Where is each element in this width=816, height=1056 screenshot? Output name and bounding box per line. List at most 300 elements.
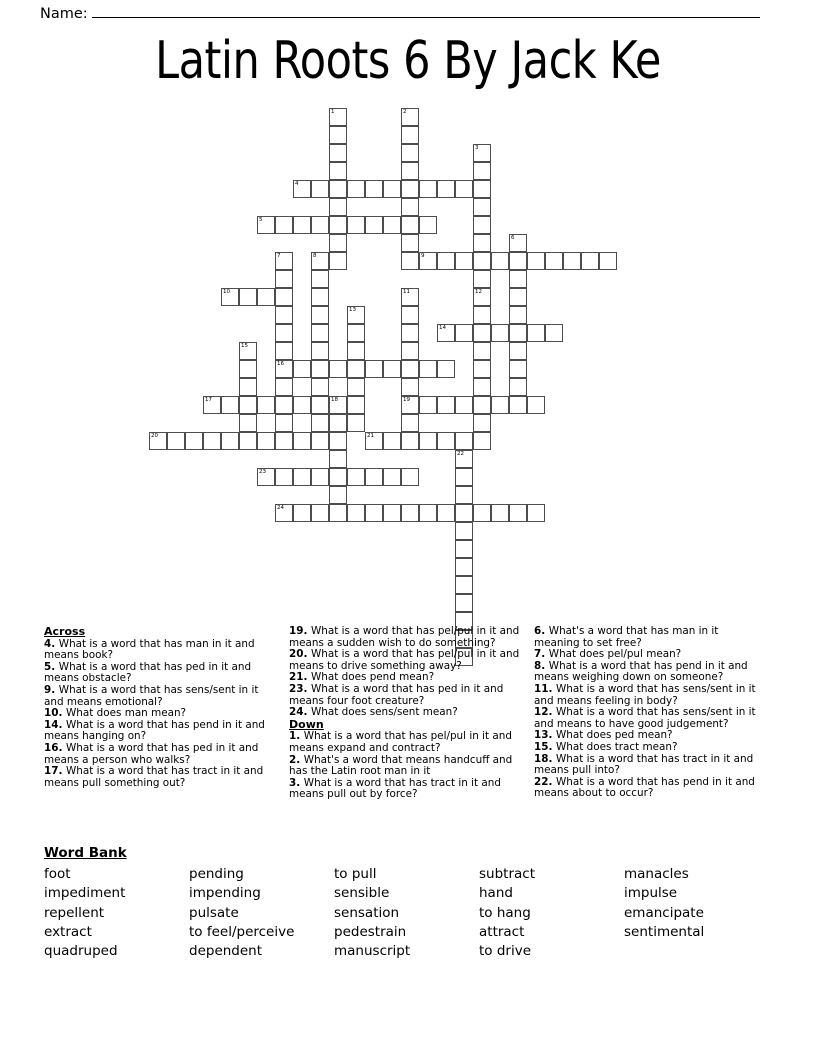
grid-cell[interactable] bbox=[311, 360, 329, 378]
grid-cell[interactable] bbox=[491, 324, 509, 342]
grid-cell[interactable] bbox=[347, 324, 365, 342]
grid-cell[interactable] bbox=[329, 432, 347, 450]
grid-cell[interactable] bbox=[239, 288, 257, 306]
grid-cell-start-11[interactable] bbox=[401, 288, 419, 306]
grid-cell[interactable] bbox=[437, 252, 455, 270]
clue-number: 23. bbox=[289, 682, 312, 695]
grid-cell[interactable] bbox=[473, 198, 491, 216]
name-label: Name: bbox=[40, 6, 88, 22]
grid-cell[interactable] bbox=[401, 342, 419, 360]
grid-cell[interactable] bbox=[329, 216, 347, 234]
word-bank-grid bbox=[44, 865, 774, 961]
clue-across-24 bbox=[289, 707, 521, 719]
grid-cell[interactable] bbox=[275, 270, 293, 288]
grid-cell[interactable] bbox=[221, 432, 239, 450]
grid-cell-number: 23 bbox=[259, 469, 266, 475]
word-bank-item: impending bbox=[189, 885, 261, 902]
name-row bbox=[40, 4, 760, 22]
grid-cell[interactable] bbox=[329, 504, 347, 522]
grid-cell-start-4[interactable] bbox=[293, 180, 311, 198]
grid-cell[interactable] bbox=[257, 396, 275, 414]
word-bank-item: extract bbox=[44, 923, 92, 940]
clue-number: 3. bbox=[289, 776, 304, 789]
grid-cell[interactable] bbox=[419, 396, 437, 414]
grid-cell[interactable] bbox=[527, 252, 545, 270]
clue-number: 16. bbox=[44, 741, 67, 754]
grid-cell[interactable] bbox=[401, 162, 419, 180]
grid-cell[interactable] bbox=[239, 432, 257, 450]
grid-cell[interactable] bbox=[545, 252, 563, 270]
grid-cell[interactable] bbox=[329, 468, 347, 486]
grid-cell[interactable] bbox=[239, 396, 257, 414]
grid-cell[interactable] bbox=[509, 324, 527, 342]
clue-down-1 bbox=[289, 731, 521, 754]
grid-cell[interactable] bbox=[509, 306, 527, 324]
grid-cell-start-7[interactable] bbox=[275, 252, 293, 270]
grid-cell[interactable] bbox=[347, 468, 365, 486]
clue-text: What is a word that has sens/sent in it and means to have good judgement? bbox=[534, 706, 756, 730]
grid-cell[interactable] bbox=[455, 504, 473, 522]
grid-cell-start-2[interactable] bbox=[401, 108, 419, 126]
word-bank-item: dependent bbox=[189, 943, 263, 960]
grid-cell-number: 8 bbox=[313, 253, 317, 259]
grid-cell[interactable] bbox=[509, 252, 527, 270]
grid-cell-start-15[interactable] bbox=[239, 342, 257, 360]
grid-cell[interactable] bbox=[347, 180, 365, 198]
clue-text: What is a word that has tract in it and means pull something out? bbox=[44, 765, 264, 789]
grid-cell[interactable] bbox=[275, 396, 293, 414]
grid-cell[interactable] bbox=[509, 396, 527, 414]
grid-cell[interactable] bbox=[347, 216, 365, 234]
grid-cell-number: 4 bbox=[295, 181, 299, 187]
word-bank-column-2 bbox=[189, 865, 334, 961]
word-bank-item: subtract bbox=[479, 866, 535, 882]
clue-number: 6. bbox=[534, 625, 549, 637]
word-bank-column-1 bbox=[44, 865, 189, 961]
grid-cell[interactable] bbox=[347, 342, 365, 360]
grid-cell[interactable] bbox=[275, 432, 293, 450]
grid-cell[interactable] bbox=[311, 270, 329, 288]
grid-cell[interactable] bbox=[329, 180, 347, 198]
grid-cell[interactable] bbox=[311, 288, 329, 306]
clue-text: What is a word that has sens/sent in it and means feeling in body? bbox=[534, 682, 756, 707]
grid-cell[interactable] bbox=[311, 324, 329, 342]
clue-text: What does ped mean? bbox=[556, 729, 673, 742]
grid-cell-number: 2 bbox=[403, 109, 407, 115]
grid-cell-start-16[interactable] bbox=[275, 360, 293, 378]
clue-down-18 bbox=[534, 754, 766, 777]
grid-cell[interactable] bbox=[239, 360, 257, 378]
grid-cell[interactable] bbox=[185, 432, 203, 450]
clue-number: 19. bbox=[289, 625, 312, 637]
grid-cell[interactable] bbox=[509, 378, 527, 396]
grid-cell[interactable] bbox=[473, 432, 491, 450]
grid-cell[interactable] bbox=[275, 324, 293, 342]
grid-cell[interactable] bbox=[455, 396, 473, 414]
clue-across-4 bbox=[44, 639, 276, 662]
grid-cell[interactable] bbox=[527, 504, 545, 522]
grid-cell[interactable] bbox=[311, 180, 329, 198]
page-title: Latin Roots 6 By Jack Ke bbox=[155, 31, 661, 91]
grid-cell[interactable] bbox=[455, 252, 473, 270]
grid-cell-number: 1 bbox=[331, 109, 335, 115]
clue-text: What is a word that has pel/pul in it and means a sudden wish to do something? bbox=[289, 625, 520, 649]
grid-cell-start-13[interactable] bbox=[347, 306, 365, 324]
grid-cell[interactable] bbox=[509, 360, 527, 378]
clue-number: 12. bbox=[534, 706, 557, 719]
grid-cell[interactable] bbox=[473, 180, 491, 198]
grid-cell[interactable] bbox=[311, 306, 329, 324]
grid-cell[interactable] bbox=[437, 396, 455, 414]
grid-cell[interactable] bbox=[527, 324, 545, 342]
grid-cell[interactable] bbox=[401, 144, 419, 162]
grid-cell[interactable] bbox=[455, 558, 473, 576]
grid-cell[interactable] bbox=[473, 252, 491, 270]
clue-column-1 bbox=[44, 626, 276, 789]
clue-down-12 bbox=[534, 707, 766, 730]
grid-cell-start-17[interactable] bbox=[203, 396, 221, 414]
clue-number: 17. bbox=[44, 765, 67, 778]
grid-cell-start-24[interactable] bbox=[275, 504, 293, 522]
word-bank-item: impediment bbox=[44, 885, 126, 902]
clue-text: What does pend mean? bbox=[311, 671, 435, 684]
grid-cell[interactable] bbox=[311, 468, 329, 486]
grid-cell-number: 5 bbox=[259, 217, 263, 223]
grid-cell-start-12[interactable] bbox=[473, 288, 491, 306]
clue-text: What is a word that has ped in it and means a person who walks? bbox=[44, 741, 259, 766]
word-bank-item: pending bbox=[189, 866, 244, 882]
grid-cell[interactable] bbox=[509, 504, 527, 522]
clue-text: What is a word that has sens/sent in it and means emotional? bbox=[44, 683, 259, 708]
grid-cell-start-19[interactable] bbox=[401, 396, 419, 414]
grid-cell[interactable] bbox=[347, 378, 365, 396]
grid-cell[interactable] bbox=[401, 504, 419, 522]
clue-down-2 bbox=[289, 755, 521, 778]
grid-cell-start-21[interactable] bbox=[365, 432, 383, 450]
grid-cell-number: 20 bbox=[151, 433, 158, 439]
grid-cell[interactable] bbox=[455, 486, 473, 504]
word-bank-column-4 bbox=[479, 865, 624, 961]
grid-cell-start-23[interactable] bbox=[257, 468, 275, 486]
grid-cell-start-3[interactable] bbox=[473, 144, 491, 162]
grid-cell[interactable] bbox=[473, 162, 491, 180]
grid-cell-number: 21 bbox=[367, 433, 374, 439]
grid-cell-start-6[interactable] bbox=[509, 234, 527, 252]
name-blank-line[interactable] bbox=[92, 4, 760, 18]
grid-cell[interactable] bbox=[311, 504, 329, 522]
grid-cell[interactable] bbox=[401, 360, 419, 378]
word-bank-item: emancipate bbox=[624, 904, 704, 921]
crossword-grid[interactable] bbox=[0, 104, 816, 624]
grid-cell-number: 18 bbox=[331, 397, 338, 403]
grid-cell[interactable] bbox=[293, 468, 311, 486]
clue-text: What is a word that has pend in it and means weighing down on someone? bbox=[534, 659, 748, 684]
clue-text: What is a word that has ped in it and means four foot creature? bbox=[289, 682, 504, 707]
grid-cell[interactable] bbox=[275, 342, 293, 360]
grid-cell-number: 11 bbox=[403, 289, 410, 295]
grid-cell[interactable] bbox=[401, 432, 419, 450]
grid-cell[interactable] bbox=[275, 306, 293, 324]
grid-cell[interactable] bbox=[419, 432, 437, 450]
grid-cell[interactable] bbox=[455, 576, 473, 594]
word-bank-item: manacles bbox=[624, 866, 689, 882]
grid-cell[interactable] bbox=[419, 504, 437, 522]
grid-cell[interactable] bbox=[401, 324, 419, 342]
grid-cell[interactable] bbox=[329, 126, 347, 144]
grid-cell[interactable] bbox=[293, 360, 311, 378]
grid-cell[interactable] bbox=[275, 288, 293, 306]
grid-cell-number: 14 bbox=[439, 325, 446, 331]
clue-number: 24. bbox=[289, 706, 312, 719]
clue-across-16 bbox=[44, 743, 276, 766]
grid-cell[interactable] bbox=[167, 432, 185, 450]
clue-number: 11. bbox=[534, 682, 557, 695]
grid-cell-start-10[interactable] bbox=[221, 288, 239, 306]
grid-cell[interactable] bbox=[401, 252, 419, 270]
clue-text: What is a word that has tract in it and means pull into? bbox=[534, 752, 754, 777]
grid-cell[interactable] bbox=[365, 360, 383, 378]
grid-cell[interactable] bbox=[383, 504, 401, 522]
grid-cell[interactable] bbox=[365, 216, 383, 234]
grid-cell[interactable] bbox=[329, 450, 347, 468]
grid-cell-start-14[interactable] bbox=[437, 324, 455, 342]
grid-cell[interactable] bbox=[257, 288, 275, 306]
down-heading: Down bbox=[289, 717, 324, 731]
crossword-grid-container bbox=[0, 104, 816, 624]
word-bank-item: sensible bbox=[334, 885, 390, 902]
clue-number: 14. bbox=[44, 718, 67, 731]
clue-number: 10. bbox=[44, 707, 67, 720]
clue-number: 15. bbox=[534, 740, 557, 753]
clue-number: 8. bbox=[534, 659, 549, 672]
grid-cell-number: 6 bbox=[511, 235, 515, 241]
grid-cell[interactable] bbox=[455, 180, 473, 198]
grid-cell[interactable] bbox=[473, 270, 491, 288]
grid-cell-number: 22 bbox=[457, 451, 464, 457]
grid-cell[interactable] bbox=[329, 234, 347, 252]
grid-cell-number: 3 bbox=[475, 145, 479, 151]
grid-cell[interactable] bbox=[473, 342, 491, 360]
grid-cell[interactable] bbox=[455, 324, 473, 342]
grid-cell[interactable] bbox=[239, 378, 257, 396]
grid-cell[interactable] bbox=[311, 342, 329, 360]
word-bank-item: sensation bbox=[334, 904, 400, 921]
grid-cell[interactable] bbox=[473, 396, 491, 414]
grid-cell[interactable] bbox=[365, 504, 383, 522]
grid-cell[interactable] bbox=[455, 468, 473, 486]
grid-cell[interactable] bbox=[527, 396, 545, 414]
grid-cell[interactable] bbox=[401, 414, 419, 432]
grid-cell[interactable] bbox=[293, 432, 311, 450]
grid-cell[interactable] bbox=[383, 216, 401, 234]
grid-cell[interactable] bbox=[329, 360, 347, 378]
grid-cell[interactable] bbox=[293, 396, 311, 414]
word-bank-item: repellent bbox=[44, 904, 105, 921]
grid-cell-number: 9 bbox=[421, 253, 425, 259]
grid-cell[interactable] bbox=[437, 504, 455, 522]
clue-across-14 bbox=[44, 720, 276, 743]
grid-cell[interactable] bbox=[473, 306, 491, 324]
grid-cell[interactable] bbox=[473, 324, 491, 342]
clue-text: What is a word that has pel/pul in it and means to drive something away? bbox=[289, 648, 520, 672]
clue-number: 1. bbox=[289, 730, 304, 743]
grid-cell[interactable] bbox=[347, 504, 365, 522]
grid-cell[interactable] bbox=[311, 396, 329, 414]
word-bank-column-5 bbox=[624, 865, 769, 961]
grid-cell-start-8[interactable] bbox=[311, 252, 329, 270]
clue-down-22 bbox=[534, 777, 766, 800]
grid-cell[interactable] bbox=[491, 252, 509, 270]
grid-cell[interactable] bbox=[401, 180, 419, 198]
grid-cell[interactable] bbox=[329, 162, 347, 180]
grid-cell[interactable] bbox=[473, 216, 491, 234]
grid-cell[interactable] bbox=[365, 180, 383, 198]
clue-text: What's a word that has man in it meaning to set free? bbox=[534, 625, 719, 649]
grid-cell-start-22[interactable] bbox=[455, 450, 473, 468]
grid-cell-number: 24 bbox=[277, 505, 284, 511]
grid-cell[interactable] bbox=[473, 504, 491, 522]
grid-cell[interactable] bbox=[473, 234, 491, 252]
grid-cell[interactable] bbox=[401, 234, 419, 252]
grid-cell[interactable] bbox=[491, 396, 509, 414]
grid-cell[interactable] bbox=[455, 432, 473, 450]
clue-number: 9. bbox=[44, 683, 59, 696]
grid-cell[interactable] bbox=[401, 198, 419, 216]
clue-text: What does pel/pul mean? bbox=[548, 648, 682, 661]
grid-cell[interactable] bbox=[311, 432, 329, 450]
grid-cell[interactable] bbox=[491, 504, 509, 522]
grid-cell-start-18[interactable] bbox=[329, 396, 347, 414]
grid-cell[interactable] bbox=[455, 594, 473, 612]
grid-cell[interactable] bbox=[509, 342, 527, 360]
clue-down-6 bbox=[534, 626, 766, 649]
word-bank-item: to pull bbox=[334, 866, 377, 882]
word-bank-section bbox=[44, 845, 774, 961]
clue-number: 5. bbox=[44, 660, 59, 673]
grid-cell[interactable] bbox=[401, 306, 419, 324]
grid-cell[interactable] bbox=[545, 324, 563, 342]
clue-down-3 bbox=[289, 778, 521, 801]
grid-cell[interactable] bbox=[437, 360, 455, 378]
grid-cell[interactable] bbox=[293, 504, 311, 522]
word-bank-item: pulsate bbox=[189, 904, 239, 921]
grid-cell[interactable] bbox=[329, 252, 347, 270]
word-bank-column-3 bbox=[334, 865, 479, 961]
clue-text: What is a word that has man in it and means book? bbox=[44, 637, 255, 662]
grid-cell[interactable] bbox=[275, 378, 293, 396]
grid-cell-number: 13 bbox=[349, 307, 356, 313]
grid-cell[interactable] bbox=[311, 216, 329, 234]
grid-cell[interactable] bbox=[401, 378, 419, 396]
grid-cell[interactable] bbox=[383, 360, 401, 378]
word-bank-item: hand bbox=[479, 885, 513, 902]
clue-across-5 bbox=[44, 662, 276, 685]
grid-cell-number: 19 bbox=[403, 397, 410, 403]
grid-cell[interactable] bbox=[275, 468, 293, 486]
grid-cell[interactable] bbox=[581, 252, 599, 270]
grid-cell[interactable] bbox=[365, 468, 383, 486]
grid-cell[interactable] bbox=[437, 180, 455, 198]
grid-cell[interactable] bbox=[347, 414, 365, 432]
clues-section bbox=[44, 626, 774, 836]
clue-text: What is a word that has ped in it and means obstacle? bbox=[44, 660, 252, 685]
grid-cell[interactable] bbox=[203, 432, 221, 450]
clue-across-23 bbox=[289, 684, 521, 707]
grid-cell[interactable] bbox=[257, 432, 275, 450]
grid-cell[interactable] bbox=[275, 216, 293, 234]
grid-cell[interactable] bbox=[347, 396, 365, 414]
grid-cell[interactable] bbox=[401, 468, 419, 486]
word-bank-item: foot bbox=[44, 866, 71, 882]
word-bank-item: sentimental bbox=[624, 923, 705, 940]
grid-cell[interactable] bbox=[383, 468, 401, 486]
clue-number: 4. bbox=[44, 637, 59, 650]
grid-cell[interactable] bbox=[473, 360, 491, 378]
grid-cell-start-5[interactable] bbox=[257, 216, 275, 234]
clue-text: What does man mean? bbox=[66, 707, 187, 720]
grid-cell[interactable] bbox=[419, 216, 437, 234]
word-bank-item: manuscript bbox=[334, 943, 411, 960]
grid-cell-number: 16 bbox=[277, 361, 284, 367]
grid-cell[interactable] bbox=[455, 540, 473, 558]
clue-text: What does tract mean? bbox=[556, 740, 678, 753]
grid-cell[interactable] bbox=[347, 360, 365, 378]
clue-across-17 bbox=[44, 766, 276, 789]
grid-cell[interactable] bbox=[563, 252, 581, 270]
clue-text: What is a word that has pend in it and means hanging on? bbox=[44, 718, 265, 743]
grid-cell[interactable] bbox=[455, 522, 473, 540]
grid-cell[interactable] bbox=[401, 216, 419, 234]
grid-cell[interactable] bbox=[419, 180, 437, 198]
word-bank-item: to feel/perceive bbox=[189, 923, 295, 940]
grid-cell[interactable] bbox=[419, 360, 437, 378]
grid-cell[interactable] bbox=[383, 180, 401, 198]
grid-cell[interactable] bbox=[329, 144, 347, 162]
grid-cell[interactable] bbox=[275, 414, 293, 432]
grid-cell-number: 12 bbox=[475, 289, 482, 295]
word-bank-item: to hang bbox=[479, 904, 531, 921]
grid-cell[interactable] bbox=[401, 126, 419, 144]
grid-cell-start-9[interactable] bbox=[419, 252, 437, 270]
grid-cell[interactable] bbox=[311, 414, 329, 432]
grid-cell[interactable] bbox=[383, 432, 401, 450]
word-bank-item: to drive bbox=[479, 943, 532, 960]
grid-cell[interactable] bbox=[221, 396, 239, 414]
clue-text: What is a word that has tract in it and means pull out by force? bbox=[289, 776, 501, 801]
grid-cell[interactable] bbox=[293, 216, 311, 234]
grid-cell[interactable] bbox=[473, 414, 491, 432]
grid-cell[interactable] bbox=[239, 414, 257, 432]
grid-cell[interactable] bbox=[329, 414, 347, 432]
grid-cell[interactable] bbox=[473, 378, 491, 396]
clue-number: 7. bbox=[534, 648, 549, 661]
grid-cell-start-1[interactable] bbox=[329, 108, 347, 126]
grid-cell[interactable] bbox=[437, 432, 455, 450]
clue-number: 18. bbox=[534, 752, 557, 765]
clue-number: 21. bbox=[289, 671, 312, 684]
word-bank-item: pedestrain bbox=[334, 923, 407, 940]
grid-cell[interactable] bbox=[509, 288, 527, 306]
grid-cell[interactable] bbox=[311, 378, 329, 396]
grid-cell[interactable] bbox=[599, 252, 617, 270]
grid-cell[interactable] bbox=[329, 486, 347, 504]
word-bank-heading: Word Bank bbox=[44, 845, 127, 861]
grid-cell[interactable] bbox=[509, 270, 527, 288]
grid-cell-number: 17 bbox=[205, 397, 212, 403]
grid-cell-start-20[interactable] bbox=[149, 432, 167, 450]
word-bank-item: quadruped bbox=[44, 943, 118, 960]
grid-cell[interactable] bbox=[329, 198, 347, 216]
